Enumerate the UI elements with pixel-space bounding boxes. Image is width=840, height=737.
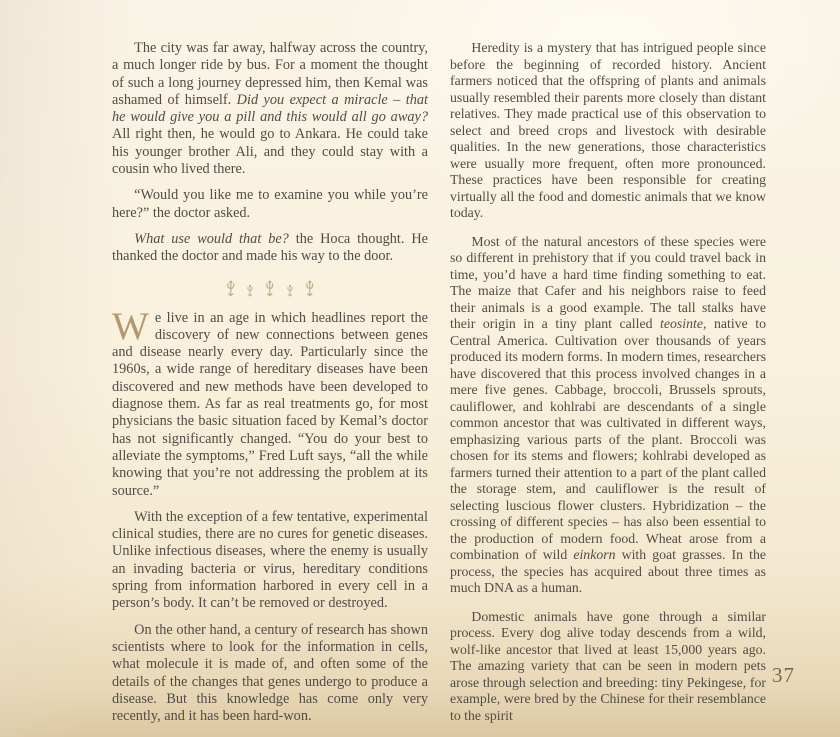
paragraph xyxy=(112,622,428,726)
text-segment: Domestic animals have gone through a similar process. Every dog alive today descends from a wild, wolf-like ancestor that lived at least 15,000 years ago. The amazing variety that can be seen in modern pets arose through selection and breeding: tiny Pekingese, for example, were bred by the Chinese for their resemblance to the spirit xyxy=(450,608,766,723)
paragraph xyxy=(112,40,428,178)
left-column xyxy=(112,40,428,736)
text-segment: On the other hand, a century of research has shown scientists where to look for the information in cells, what molecule it is made of, and often some of the details of the changes that genes undergo to produce a disease. But this knowledge has come only very recently, and it has been hard-won. xyxy=(112,621,428,725)
italic-text-segment: teosinte xyxy=(660,316,703,331)
paragraph xyxy=(112,187,428,222)
fleuron-icon xyxy=(245,283,255,297)
text-segment: e live in an age in which headlines report the discovery of new connections between genes and disease nearly every day. Particularly since the 1960s, a wide range of hereditary diseases have been discovered and new methods have been developed to diagnose them. As far as real treatments go, for most physicians the basic situation faced by Kemal’s doctor has not significantly changed. “You do your best to alleviate the symptoms,” Fred Luft says, “all the while knowing that you’re not addressing the problem at its source.” xyxy=(112,309,428,499)
text-segment: , native to Central America. Cultivation over thousands of years produced its modern forms. In modern times, researchers have discovered that this process involved changes in a mere five genes. Cabbage, broccoli, Brussels sprouts, cauliflower, and kohlrabi are descendants of a single common ancestor that was cultivated in different ways, emphasizing various parts of the plant. Broccoli was chosen for its stems and flowers; kohlrabi developed as farmers turned their attention to a part of the plant called the storage stem, and cauliflower is the result of selecting luscious flower clusters. Hybridization – the crossing of different species – has also been essential to the production of modern food. Wheat arose from a combination of wild xyxy=(450,316,766,562)
text-segment: the Hoca thought. He thanked the doctor and made his way to the door. xyxy=(112,230,429,265)
section-divider-ornament xyxy=(112,275,428,297)
page-number: 37 xyxy=(772,663,795,687)
text-segment: “Would you like me to examine you while you’re here?” the doctor asked. xyxy=(112,187,428,221)
italic-text-segment: einkorn xyxy=(573,547,616,562)
italic-text-segment: What use would that be? xyxy=(134,230,289,247)
paragraph xyxy=(112,509,428,613)
text-segment: The city was far away, halfway across the country, a much longer ride by bus. For a moment the thought of such a long journey depressed him, then Kemal was ashamed of himself. xyxy=(112,40,428,108)
fleuron-icon xyxy=(285,283,295,297)
paragraph xyxy=(112,231,428,266)
text-segment: with goat grasses. In the process, the species has acquired about three times as much DNA as a human. xyxy=(450,547,766,595)
fleuron-icon xyxy=(224,278,238,297)
paragraph xyxy=(450,40,766,222)
paragraph xyxy=(450,609,766,725)
text-segment: With the exception of a few tentative, experimental clinical studies, there are no cures for genetic diseases. Unlike infectious diseases, where the enemy is usually an invading bacteria or virus, hereditary conditions spring from information harbored in every cell in a person’s body. It can’t be removed or destroyed. xyxy=(112,508,428,612)
text-segment: Heredity is a mystery that has intrigued people since before the beginning of recorded history. Ancient farmers noticed that the offspring of plants and animals usually resembled their parents more closely than distant relatives. They made practical use of this observation to select and breed crops and livestock with desirable qualities. In the new generations, those characteristics were usually more frequent, often more pronounced. These practices have been responsible for creating virtually all the food and domestic animals that we know today. xyxy=(450,40,766,220)
text-segment: All right then, he would go to Ankara. He could take his younger brother Ali, and they could stay with a cousin who lived there. xyxy=(112,126,428,178)
paragraph xyxy=(450,234,766,597)
drop-cap: W xyxy=(112,304,149,348)
right-column xyxy=(450,40,766,736)
paragraph xyxy=(112,304,428,500)
text-columns xyxy=(112,40,766,736)
text-segment: Most of the natural ancestors of these species were so different in prehistory that if you could travel back in time, you’d have a hard time finding something to eat. The maize that Cafer and his neighbors raise to feed their animals is a good example. The tall stalks have their origin in a tiny plant called xyxy=(450,233,766,331)
fleuron-icon xyxy=(303,278,317,297)
italic-text-segment: Did you expect a miracle – that he would give you a pill and this would all go away? xyxy=(112,91,428,126)
fleuron-icon xyxy=(263,278,277,297)
